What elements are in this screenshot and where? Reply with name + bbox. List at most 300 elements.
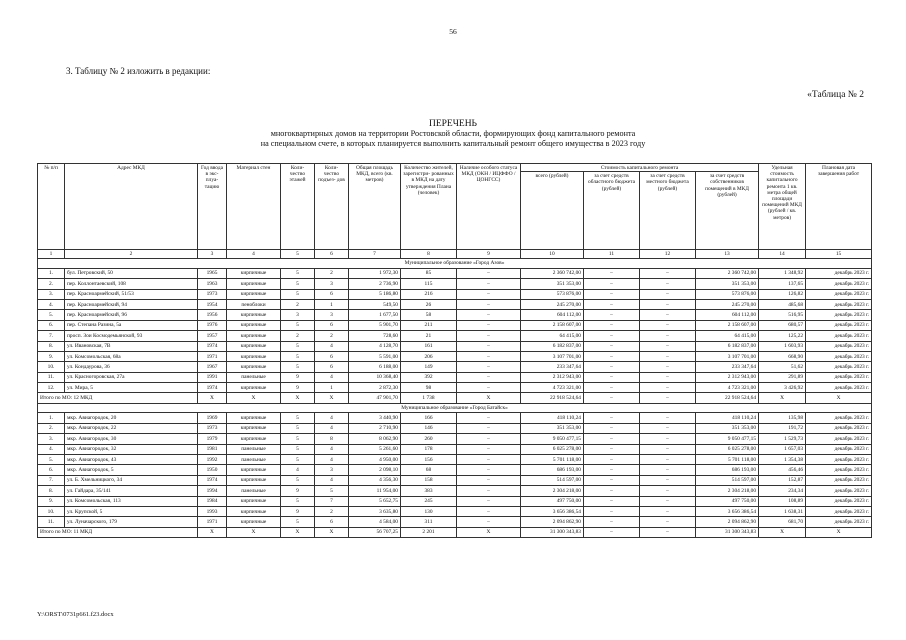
- table-cell: 64 415,00: [696, 331, 759, 341]
- table-cell: –: [457, 299, 521, 309]
- total-cell: 56 707,25: [349, 527, 401, 537]
- table-cell: 1 603,93: [759, 341, 806, 351]
- table-cell: 216: [401, 289, 457, 299]
- table-cell: декабрь 2023 г.: [806, 486, 872, 496]
- header-address: Адрес МКД: [65, 164, 198, 250]
- table-cell: 2: [315, 268, 349, 278]
- table-cell: 418 110,24: [696, 413, 759, 423]
- table-cell: 1974: [198, 383, 227, 393]
- column-number-cell: 10: [521, 250, 584, 259]
- column-number-cell: 15: [806, 250, 872, 259]
- table-cell: –: [457, 486, 521, 496]
- table-cell: 6 182 837,00: [521, 341, 584, 351]
- total-cell: X: [759, 393, 806, 403]
- table-row: [38, 372, 872, 382]
- table-cell: 5 186,80: [349, 289, 401, 299]
- table-cell: 573 876,00: [696, 289, 759, 299]
- table-cell: 191,72: [759, 423, 806, 433]
- table-cell: 1 972,30: [349, 268, 401, 278]
- table-cell: 149: [401, 362, 457, 372]
- table-cell: 291,89: [759, 372, 806, 382]
- table-cell: панельные: [227, 486, 281, 496]
- table-cell: 9 050 477,15: [696, 434, 759, 444]
- table-cell: 4: [315, 341, 349, 351]
- table-cell: ул. Луначарского, 179: [65, 517, 198, 527]
- table-cell: 5: [315, 486, 349, 496]
- total-cell: X: [281, 527, 315, 537]
- table-cell: 6 025 278,00: [521, 444, 584, 454]
- table-cell: 5: [281, 517, 315, 527]
- table-cell: 7: [315, 496, 349, 506]
- table-row: [38, 465, 872, 475]
- table-cell: 9.: [38, 351, 65, 361]
- table-cell: бул. Петровский, 50: [65, 268, 198, 278]
- total-cell: 31 300 343,83: [696, 527, 759, 537]
- table-cell: 5: [281, 423, 315, 433]
- table-cell: кирпичные: [227, 517, 281, 527]
- table-cell: 233 347,64: [696, 362, 759, 372]
- table-cell: 156: [401, 455, 457, 465]
- table-cell: 5: [281, 362, 315, 372]
- table-cell: 1976: [198, 320, 227, 330]
- table-cell: –: [584, 310, 640, 320]
- table-row: [38, 486, 872, 496]
- table-cell: 1 677,50: [349, 310, 401, 320]
- table-cell: 3: [315, 310, 349, 320]
- table-cell: 2 094 862,90: [521, 517, 584, 527]
- header-cost-group: Стоимость капитального ремонта: [521, 164, 759, 172]
- table-cell: –: [640, 341, 696, 351]
- table-row: [38, 299, 872, 309]
- table-cell: 604 112,00: [521, 310, 584, 320]
- table-cell: 5: [281, 413, 315, 423]
- table-cell: 4: [315, 444, 349, 454]
- table-cell: 5.: [38, 310, 65, 320]
- column-number-cell: 5: [281, 250, 315, 259]
- table-row: [38, 423, 872, 433]
- table-cell: 1974: [198, 341, 227, 351]
- header-deadline: Плановая дата завершения работ: [806, 164, 872, 250]
- table-cell: 4.: [38, 299, 65, 309]
- table-cell: 2 158 607,00: [521, 320, 584, 330]
- table-cell: пер. Красноармейский, 94: [65, 299, 198, 309]
- table-cell: –: [640, 475, 696, 485]
- table-row: [38, 331, 872, 341]
- table-cell: –: [457, 496, 521, 506]
- total-cell: X: [806, 393, 872, 403]
- table-cell: –: [457, 413, 521, 423]
- table-cell: –: [640, 413, 696, 423]
- table-cell: 1967: [198, 362, 227, 372]
- table-cell: 5: [281, 341, 315, 351]
- table-cell: 1965: [198, 268, 227, 278]
- table-cell: –: [640, 517, 696, 527]
- header-cost-owners: за счет средств собственников помещений в МКД (рублей): [696, 172, 759, 250]
- table-cell: 5: [281, 496, 315, 506]
- instruction-text: 3. Таблицу № 2 изложить в редакции:: [66, 66, 211, 76]
- table-cell: 1991: [198, 372, 227, 382]
- table-cell: декабрь 2023 г.: [806, 320, 872, 330]
- table-cell: –: [584, 517, 640, 527]
- table-cell: 7.: [38, 475, 65, 485]
- table-cell: 6: [315, 289, 349, 299]
- table-cell: –: [584, 331, 640, 341]
- table-cell: 135,98: [759, 413, 806, 423]
- table-cell: 5: [281, 455, 315, 465]
- table-cell: 686 193,00: [521, 465, 584, 475]
- table-cell: –: [457, 268, 521, 278]
- header-cost-total: всего (рублей): [521, 172, 584, 250]
- total-cell: X: [198, 393, 227, 403]
- table-cell: декабрь 2023 г.: [806, 268, 872, 278]
- table-cell: 1 638,31: [759, 506, 806, 516]
- table-cell: ул. Ивановская, 7В: [65, 341, 198, 351]
- total-label: Итого по МО: 11 МКД: [38, 527, 198, 537]
- table-cell: –: [584, 475, 640, 485]
- table-cell: 2 158 607,00: [696, 320, 759, 330]
- table-cell: 2.: [38, 423, 65, 433]
- table-cell: –: [584, 423, 640, 433]
- header-cost-local: за счет средств местного бюджета (рублей): [640, 172, 696, 250]
- table-cell: 311: [401, 517, 457, 527]
- table-row: [38, 434, 872, 444]
- table-cell: –: [640, 372, 696, 382]
- header-row-1: [38, 164, 872, 172]
- column-number-cell: 1: [38, 250, 65, 259]
- table-cell: 5: [281, 268, 315, 278]
- table-cell: 5: [281, 279, 315, 289]
- table-cell: декабрь 2023 г.: [806, 279, 872, 289]
- table-cell: –: [457, 465, 521, 475]
- header-year: Год ввода в экс- плуа- тацию: [198, 164, 227, 250]
- table-cell: декабрь 2023 г.: [806, 496, 872, 506]
- table-cell: 4: [315, 455, 349, 465]
- table-cell: кирпичные: [227, 423, 281, 433]
- table-cell: 4: [315, 413, 349, 423]
- table-cell: 4: [281, 465, 315, 475]
- table-cell: –: [640, 279, 696, 289]
- table-cell: –: [457, 475, 521, 485]
- table-cell: кирпичные: [227, 413, 281, 423]
- table-cell: 1.: [38, 268, 65, 278]
- table-cell: 5 652,75: [349, 496, 401, 506]
- total-cell: 1 738: [401, 393, 457, 403]
- table-cell: –: [640, 506, 696, 516]
- table-cell: –: [457, 383, 521, 393]
- table-cell: –: [457, 351, 521, 361]
- table-cell: 3 440,90: [349, 413, 401, 423]
- column-number-cell: 7: [349, 250, 401, 259]
- table-cell: мкр. Авиагородок, 22: [65, 423, 198, 433]
- table-cell: 6.: [38, 465, 65, 475]
- table-cell: –: [584, 372, 640, 382]
- table-cell: 549,50: [349, 299, 401, 309]
- table-cell: 8 062,90: [349, 434, 401, 444]
- table-cell: 2 304 218,00: [521, 486, 584, 496]
- table-cell: 10.: [38, 506, 65, 516]
- table-cell: –: [457, 444, 521, 454]
- table-cell: 5 701 118,00: [696, 455, 759, 465]
- header-floors: Коли- чество этажей: [281, 164, 315, 250]
- table-cell: ул. Б. Хмельницкого, 34: [65, 475, 198, 485]
- table-cell: 3 107 701,00: [521, 351, 584, 361]
- municipality-row: [38, 259, 872, 269]
- table-cell: ул. Комсомольская, 113: [65, 496, 198, 506]
- table-cell: –: [640, 465, 696, 475]
- table-cell: 58: [401, 310, 457, 320]
- table-cell: декабрь 2023 г.: [806, 413, 872, 423]
- table-cell: 3 426,92: [759, 383, 806, 393]
- table-cell: 485,68: [759, 299, 806, 309]
- total-cell: X: [806, 527, 872, 537]
- table-cell: декабрь 2023 г.: [806, 434, 872, 444]
- table-cell: 12.: [38, 383, 65, 393]
- table-row: [38, 341, 872, 351]
- table-cell: мкр. Авиагородок, 30: [65, 434, 198, 444]
- table-cell: 245 270,00: [521, 299, 584, 309]
- table-cell: 1954: [198, 299, 227, 309]
- table-cell: –: [457, 331, 521, 341]
- table-cell: 8.: [38, 341, 65, 351]
- table-cell: кирпичные: [227, 289, 281, 299]
- table-cell: ул. Мира, 5: [65, 383, 198, 393]
- table-cell: –: [584, 383, 640, 393]
- column-number-cell: 13: [696, 250, 759, 259]
- table-body: [38, 250, 872, 538]
- table-cell: 5: [281, 351, 315, 361]
- table-cell: –: [457, 423, 521, 433]
- table-cell: 497 750,00: [696, 496, 759, 506]
- table-cell: просп. Зои Космодемьянской, 93: [65, 331, 198, 341]
- table-cell: кирпичные: [227, 310, 281, 320]
- table-cell: 2: [315, 331, 349, 341]
- table-cell: панельные: [227, 455, 281, 465]
- table-cell: –: [640, 423, 696, 433]
- table-cell: 98: [401, 383, 457, 393]
- table-cell: 260: [401, 434, 457, 444]
- table-cell: 5: [281, 444, 315, 454]
- table-cell: декабрь 2023 г.: [806, 383, 872, 393]
- table-cell: кирпичные: [227, 506, 281, 516]
- subtitle-line-2: на специальном счете, в которых планируется выполнить капитальный ремонт общего имущества в 2023 году: [260, 139, 646, 148]
- table-cell: –: [457, 434, 521, 444]
- municipality-name: Муниципальное образование «Город Батайск»: [38, 403, 872, 413]
- table-cell: 686 193,00: [696, 465, 759, 475]
- table-cell: –: [457, 517, 521, 527]
- table-row: [38, 413, 872, 423]
- table-cell: 1: [315, 299, 349, 309]
- table-cell: 514 597,00: [521, 475, 584, 485]
- page-number: 56: [449, 27, 457, 36]
- table-cell: 1 348,92: [759, 268, 806, 278]
- table-cell: –: [640, 299, 696, 309]
- table-cell: 115: [401, 279, 457, 289]
- total-cell: X: [227, 393, 281, 403]
- table-cell: 728,60: [349, 331, 401, 341]
- table-cell: –: [457, 310, 521, 320]
- table-cell: –: [457, 289, 521, 299]
- table-cell: 11.: [38, 517, 65, 527]
- table-cell: 158: [401, 475, 457, 485]
- table-cell: 6: [315, 351, 349, 361]
- table-cell: –: [640, 289, 696, 299]
- table-cell: панельные: [227, 372, 281, 382]
- column-number-cell: 12: [640, 250, 696, 259]
- table-cell: 1 529,73: [759, 434, 806, 444]
- table-row: [38, 383, 872, 393]
- table-cell: ул. Комсомольская, 68а: [65, 351, 198, 361]
- table-cell: 1971: [198, 351, 227, 361]
- table-cell: 11 954,00: [349, 486, 401, 496]
- table-cell: 1.: [38, 413, 65, 423]
- table-row: [38, 475, 872, 485]
- header-cost-regional: за счет средств областного бюджета (рублей): [584, 172, 640, 250]
- table-cell: 9.: [38, 496, 65, 506]
- table-cell: пер. Красноармейский, 96: [65, 310, 198, 320]
- total-cell: –: [640, 527, 696, 537]
- table-cell: –: [457, 362, 521, 372]
- table-cell: 2 304 218,00: [696, 486, 759, 496]
- table-cell: 1984: [198, 496, 227, 506]
- table-cell: 3: [281, 310, 315, 320]
- table-cell: ул. Крупской, 5: [65, 506, 198, 516]
- table-cell: –: [584, 320, 640, 330]
- table-row: [38, 289, 872, 299]
- total-cell: X: [759, 527, 806, 537]
- table-cell: 245: [401, 496, 457, 506]
- table-cell: –: [584, 341, 640, 351]
- table-cell: 4.: [38, 444, 65, 454]
- table-cell: –: [584, 444, 640, 454]
- table-cell: 9: [281, 486, 315, 496]
- table-cell: декабрь 2023 г.: [806, 310, 872, 320]
- table-cell: кирпичные: [227, 475, 281, 485]
- table-cell: ул. Гайдара, 35/141: [65, 486, 198, 496]
- table-cell: 126,82: [759, 289, 806, 299]
- table-cell: 245 270,00: [696, 299, 759, 309]
- column-number-cell: 14: [759, 250, 806, 259]
- table-cell: 4 723 321,00: [521, 383, 584, 393]
- table-row: [38, 455, 872, 465]
- table-cell: –: [640, 486, 696, 496]
- table-cell: декабрь 2023 г.: [806, 465, 872, 475]
- column-number-cell: 11: [584, 250, 640, 259]
- table-cell: –: [640, 455, 696, 465]
- column-number-row: [38, 250, 872, 259]
- table-cell: –: [457, 279, 521, 289]
- table-cell: 351 353,00: [696, 423, 759, 433]
- table-cell: 2 098,10: [349, 465, 401, 475]
- table-cell: декабрь 2023 г.: [806, 423, 872, 433]
- table-cell: 392: [401, 372, 457, 382]
- table-cell: 8: [315, 434, 349, 444]
- table-cell: 8.: [38, 486, 65, 496]
- table-cell: –: [640, 383, 696, 393]
- table-cell: кирпичные: [227, 465, 281, 475]
- table-cell: 6: [315, 320, 349, 330]
- total-row: [38, 527, 872, 537]
- table-cell: кирпичные: [227, 341, 281, 351]
- table-cell: 68: [401, 465, 457, 475]
- table-cell: 1973: [198, 289, 227, 299]
- file-path-footer: Y:\ORST\0731p661.f23.docx: [37, 611, 114, 618]
- table-cell: 4: [315, 372, 349, 382]
- table-cell: 1957: [198, 331, 227, 341]
- table-cell: 5: [281, 434, 315, 444]
- table-cell: 51,62: [759, 362, 806, 372]
- column-number-cell: 6: [315, 250, 349, 259]
- table-row: [38, 310, 872, 320]
- table-cell: декабрь 2023 г.: [806, 362, 872, 372]
- total-cell: 31 300 343,83: [521, 527, 584, 537]
- table-cell: –: [584, 413, 640, 423]
- table-cell: ул. Кондаурова, 36: [65, 362, 198, 372]
- total-row: [38, 393, 872, 403]
- total-cell: X: [315, 393, 349, 403]
- column-number-cell: 9: [457, 250, 521, 259]
- table-cell: 85: [401, 268, 457, 278]
- table-cell: –: [457, 506, 521, 516]
- table-cell: 10.: [38, 362, 65, 372]
- table-cell: –: [584, 299, 640, 309]
- column-number-cell: 4: [227, 250, 281, 259]
- table-cell: 351 353,00: [696, 279, 759, 289]
- table-cell: декабрь 2023 г.: [806, 331, 872, 341]
- table-cell: 7.: [38, 331, 65, 341]
- table-cell: кирпичные: [227, 362, 281, 372]
- table-row: [38, 496, 872, 506]
- table-cell: кирпичные: [227, 320, 281, 330]
- table-cell: кирпичные: [227, 383, 281, 393]
- table-cell: 9: [281, 372, 315, 382]
- total-cell: 2 201: [401, 527, 457, 537]
- table-cell: 9: [281, 383, 315, 393]
- table-cell: –: [457, 372, 521, 382]
- table-cell: 1973: [198, 423, 227, 433]
- table-cell: 125,22: [759, 331, 806, 341]
- table-cell: 137,65: [759, 279, 806, 289]
- table-cell: 5.: [38, 455, 65, 465]
- table-cell: 178: [401, 444, 457, 454]
- table-cell: –: [584, 434, 640, 444]
- table-cell: 3 635,80: [349, 506, 401, 516]
- table-cell: кирпичные: [227, 496, 281, 506]
- table-cell: –: [640, 351, 696, 361]
- total-cell: –: [584, 393, 640, 403]
- table-cell: 4 723 321,00: [696, 383, 759, 393]
- table-cell: 1 657,03: [759, 444, 806, 454]
- municipality-name: Муниципальное образование «Город Азов»: [38, 259, 872, 269]
- table-cell: 4: [315, 423, 349, 433]
- header-area: Общая площадь МКД, всего (кв. метров): [349, 164, 401, 250]
- table-cell: 1993: [198, 506, 227, 516]
- table-cell: 1 354,38: [759, 455, 806, 465]
- document-title: ПЕРЕЧЕНЬ: [428, 119, 478, 129]
- table-cell: 6: [315, 517, 349, 527]
- table-cell: 3: [315, 465, 349, 475]
- total-cell: X: [281, 393, 315, 403]
- table-cell: –: [457, 341, 521, 351]
- table-cell: 1969: [198, 413, 227, 423]
- table-cell: 4 128,70: [349, 341, 401, 351]
- header-status: Наличие особого статуса МКД (ОКН / ИЦФФО / ЦОНГСС): [457, 164, 521, 250]
- table-cell: 6.: [38, 320, 65, 330]
- table-cell: 351 353,00: [521, 279, 584, 289]
- table-cell: 2: [281, 331, 315, 341]
- table-cell: 206: [401, 351, 457, 361]
- table-cell: 604 112,00: [696, 310, 759, 320]
- table-cell: 5 261,60: [349, 444, 401, 454]
